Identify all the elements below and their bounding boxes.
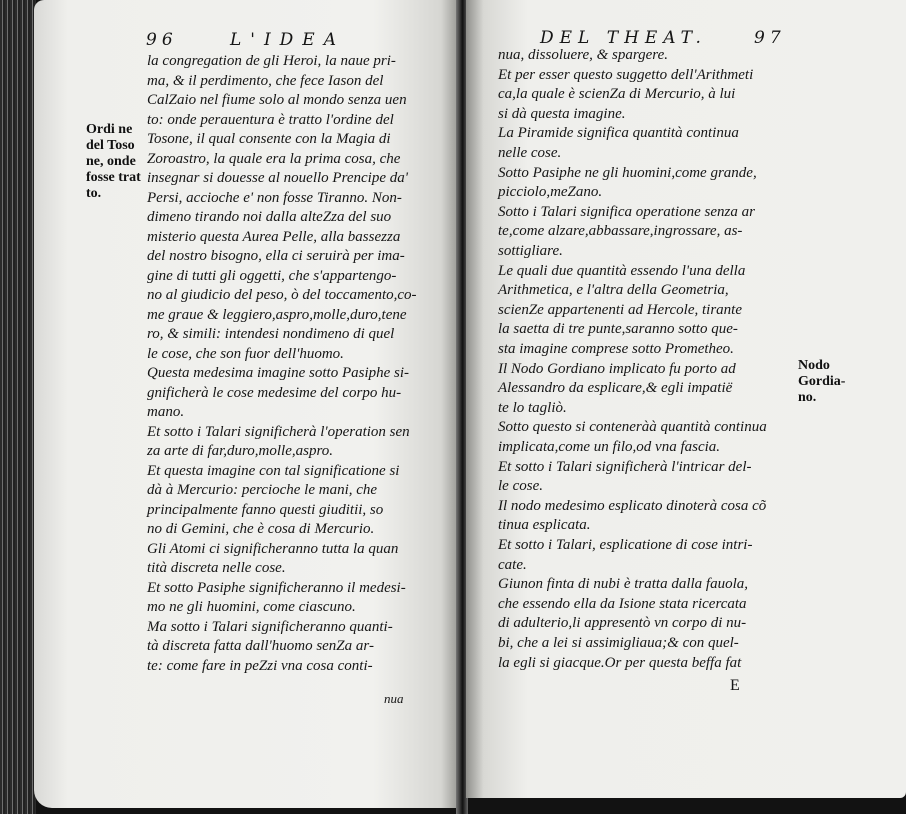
text-line: te,come alzare,abbassare,ingrossare, as- (498, 223, 743, 240)
text-line: to: onde perauentura è tratto l'ordine del (147, 111, 394, 128)
text-line: bi, che a lei si assimigliaua;& con quel- (498, 635, 739, 651)
margin-note-line: Ordi ne (86, 122, 133, 137)
left-page (34, 0, 458, 808)
margin-note-line: ne, onde (86, 154, 136, 169)
text-line: ro, & simili: intendesi nondimeno di quel (147, 326, 395, 342)
text-line: che essendo ella da Isione stata ricercata (498, 595, 747, 612)
text-line: picciolo,meZano. (498, 184, 603, 201)
text-line: ca,la quale è scienZa di Mercurio, à lui (498, 86, 736, 103)
margin-note-line: del Toso (86, 138, 135, 153)
page-number-right: 97 (754, 28, 786, 48)
text-line: Sotto Pasiphe ne gli huomini,come grande, (498, 164, 757, 181)
text-line: mano. (147, 404, 185, 420)
right-page (466, 0, 906, 798)
text-line: Il Nodo Gordiano implicato fu porto ad (498, 360, 736, 377)
text-line: Gli Atomi ci significheranno tutta la quan (147, 540, 399, 557)
text-line: Ma sotto i Talari significheranno quanti- (147, 618, 393, 635)
text-line: za arte di far,duro,molle,aspro. (147, 443, 333, 459)
text-line: La Piramide significa quantità continua (498, 125, 739, 142)
text-line: CalZaio nel fiume solo al mondo senza uen (147, 92, 407, 108)
text-line: sta imagine comprese sotto Prometheo. (498, 341, 734, 357)
text-line: nelle cose. (498, 145, 562, 161)
text-line: dà à Mercurio: percioche le mani, che (147, 482, 378, 498)
margin-note-line: no. (798, 390, 817, 405)
page-edges (0, 0, 36, 814)
margin-note-line: fosse trat (86, 170, 141, 185)
text-line: Il nodo medesimo esplicato dinoterà cosa cõ (498, 497, 767, 514)
text-line: Zoroastro, la quale era la prima cosa, che (147, 150, 401, 167)
page-number-left: 96 (146, 30, 178, 50)
text-line: sottigliare. (498, 243, 563, 259)
margin-note-line: Gordia- (798, 374, 846, 389)
text-line: la congregation de gli Heroi, la naue pri- (147, 53, 396, 69)
running-head-left: L'IDEA (230, 30, 345, 50)
text-line: Et sotto i Talari, esplicatione di cose intri- (498, 537, 753, 553)
text-line: principalmente fanno questi giuditii, so (147, 501, 384, 518)
text-line: no al giudicio del peso, ò del toccamento,co- (147, 287, 417, 303)
text-line: le cose, che son fuor dell'huomo. (147, 345, 344, 362)
text-line: Arithmetica, e l'altra della Geometria, (498, 282, 729, 299)
text-line: implicata,come un filo,od vna fascia. (498, 439, 721, 455)
text-line: Alessandro da esplicare,& egli impatië (498, 380, 733, 397)
text-line: te: come fare in peZzi vna cosa conti- (147, 657, 373, 674)
text-line: si dà questa imagine. (498, 105, 626, 122)
text-line: gnificherà le cose medesime del corpo hu- (147, 384, 402, 401)
text-line: scienZe appartenenti ad Hercole, tirante (498, 301, 742, 318)
text-line: le cose. (498, 478, 543, 495)
text-line: Sotto i Talari significa operatione senza ar (498, 203, 755, 220)
text-line: Et sotto i Talari significherà l'operation sen (147, 423, 410, 440)
text-line: dimeno tirando noi dalla alteZza del suo (147, 209, 392, 225)
margin-note-line: to. (86, 186, 102, 201)
text-line: tinua esplicata. (498, 517, 591, 534)
margin-note-line: Nodo (798, 358, 830, 373)
text-line: Le quali due quantità essendo l'una della (498, 262, 746, 279)
text-line: la egli si giacque.Or per questa beffa fat (498, 654, 742, 671)
text-line: Giunon finta di nubi è tratta dalla fauola, (498, 576, 749, 593)
text-line: tità discreta nelle cose. (147, 560, 286, 576)
text-line: te lo tagliò. (498, 399, 567, 416)
text-line: mo ne gli huomini, come ciascuno. (147, 599, 356, 615)
text-line: ma, & il perdimento, che fece Iason del (147, 72, 384, 89)
running-head-right: DEL THEAT. (540, 28, 707, 48)
text-line: cate. (498, 556, 527, 573)
text-line: del nostro bisogno, ella ci seruirà per ima- (147, 248, 405, 264)
text-line: insegnar si douesse al nouello Prencipe da' (147, 170, 408, 186)
text-line: la saetta di tre punte,saranno sotto que- (498, 321, 738, 338)
text-line: Persi, accioche e' non fosse Tiranno. Non- (147, 189, 402, 206)
text-line: Questa medesima imagine sotto Pasiphe si- (147, 365, 410, 381)
text-line: Tosone, il qual consente con la Magia di (147, 131, 391, 147)
text-line: nua, dissoluere, & spargere. (498, 47, 668, 63)
text-line: Sotto questo si conteneràà quantità continua (498, 419, 767, 436)
text-line: gine di tutti gli oggetti, che s'appartengo- (147, 267, 397, 284)
text-line: misterio questa Aurea Pelle, alla bassezza (147, 228, 401, 245)
text-line: no di Gemini, che è cosa di Mercurio. (147, 521, 375, 537)
text-line: Et per esser questo suggetto dell'Arithmeti (498, 66, 754, 83)
text-line: Et sotto Pasiphe significheranno il medesi- (147, 579, 406, 596)
text-line: Et sotto i Talari significherà l'intricar del- (498, 458, 752, 475)
catchword-left: nua (384, 691, 404, 706)
text-line: me graue & leggiero,aspro,molle,duro,tene (147, 306, 407, 323)
text-line: di adulterio,li appresentò vn corpo di nu- (498, 615, 747, 632)
signature-mark: E (730, 677, 740, 694)
text-line: tà discreta fatta dall'huomo senZa ar- (147, 638, 374, 654)
text-line: Et questa imagine con tal significatione si (147, 462, 400, 479)
